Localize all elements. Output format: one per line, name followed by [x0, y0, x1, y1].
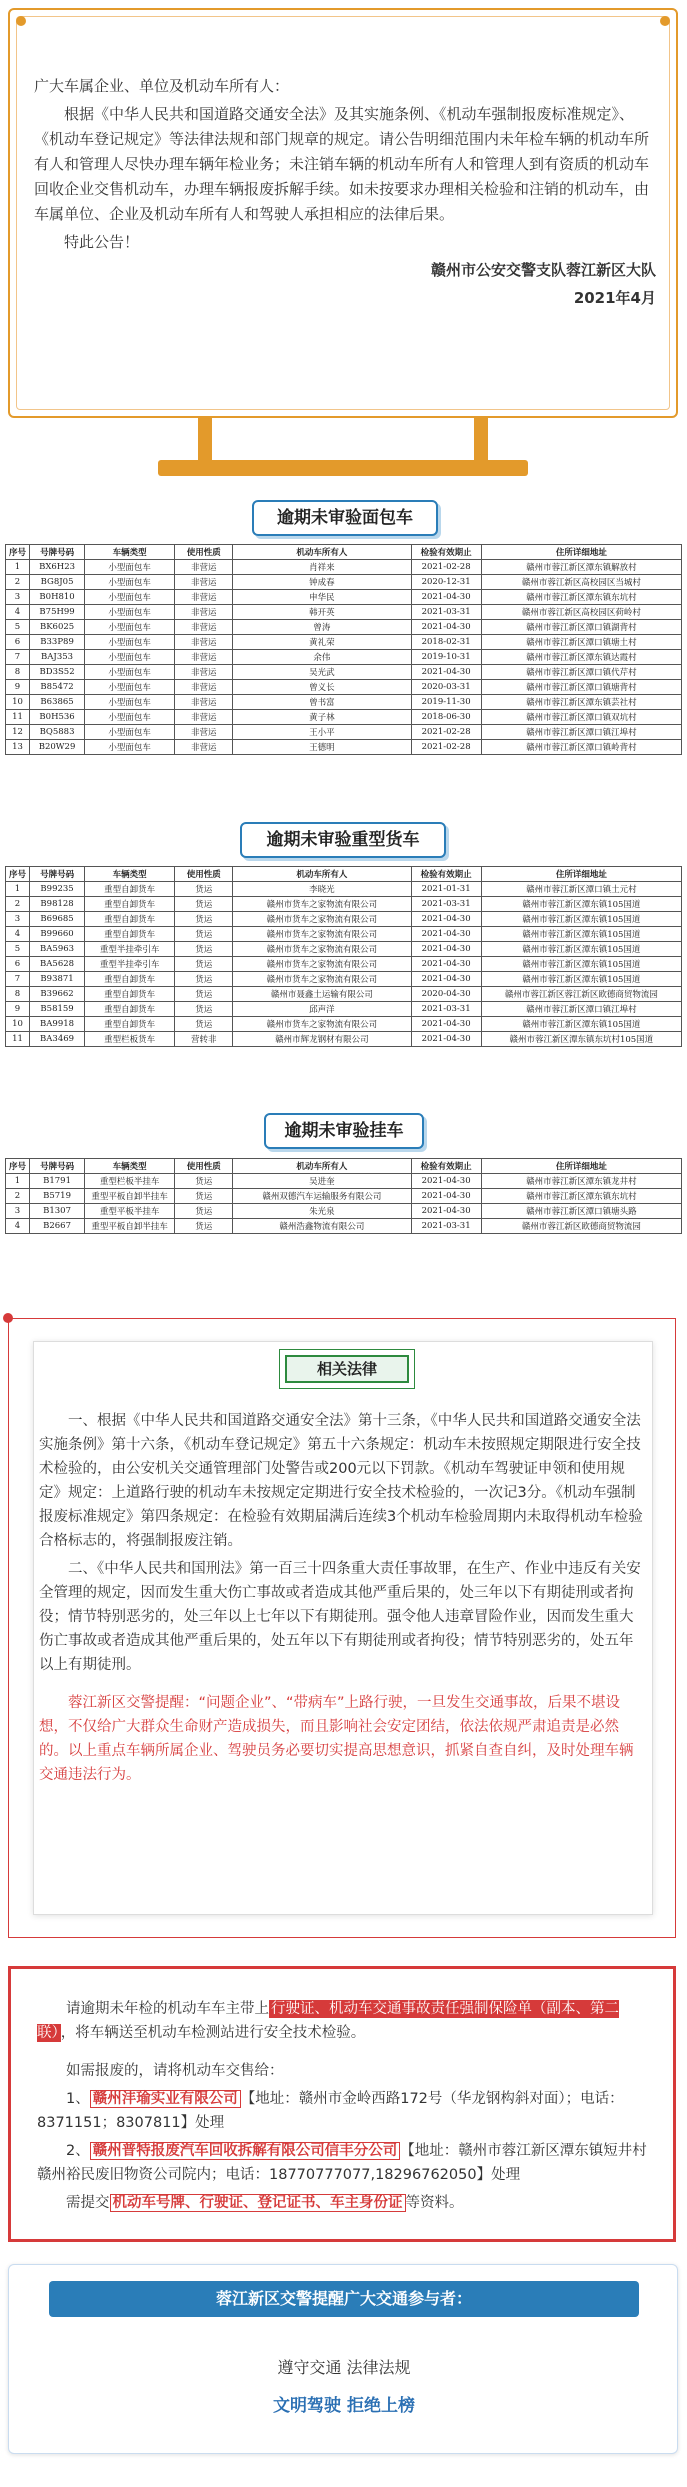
table-cell: 赣州市蓉江新区潭东镇105国道 — [481, 972, 681, 987]
instruction-box — [8, 1966, 676, 2242]
table-cell: 2021-04-30 — [411, 1017, 481, 1032]
table-row — [6, 1204, 682, 1219]
table-cell: 肖祥来 — [233, 560, 411, 575]
table-cell: 小型面包车 — [85, 680, 175, 695]
column-header: 使用性质 — [175, 545, 233, 560]
table-cell: 朱光泉 — [233, 1204, 411, 1219]
law-title-frame — [279, 1349, 415, 1389]
table-cell: 货运 — [175, 927, 233, 942]
rivet-icon — [16, 16, 26, 26]
table-cell: B75H99 — [30, 605, 85, 620]
table-cell: 货运 — [175, 1189, 233, 1204]
table-cell: 小型面包车 — [85, 605, 175, 620]
section-title-vans: 逾期未审验面包车 — [252, 500, 438, 536]
table-cell: 小型面包车 — [85, 560, 175, 575]
column-header: 住所详细地址 — [481, 867, 681, 882]
recycler-item-2 — [37, 2139, 647, 2187]
table-cell: 邱声洋 — [233, 1002, 411, 1017]
scrap-documents-highlight: 机动车号牌、行驶证、登记证书、车主身份证 — [110, 2194, 406, 2212]
table-cell: 重型自卸货车 — [85, 882, 175, 897]
table-row — [6, 972, 682, 987]
table-row — [6, 710, 682, 725]
table-cell: B5719 — [30, 1189, 85, 1204]
table-cell: 12 — [6, 725, 30, 740]
table-cell: B2667 — [30, 1219, 85, 1234]
table-cell: 重型自卸货车 — [85, 972, 175, 987]
table-cell: 重型自卸货车 — [85, 912, 175, 927]
table-cell: 3 — [6, 912, 30, 927]
table-cell: 重型半挂牵引车 — [85, 942, 175, 957]
table-cell: 货运 — [175, 897, 233, 912]
column-header: 住所详细地址 — [481, 1159, 681, 1174]
table-cell: 非营运 — [175, 740, 233, 755]
table-cell: 赣州市蓉江新区潭东镇芸社村 — [481, 695, 681, 710]
column-header: 序号 — [6, 545, 30, 560]
table-cell: 非营运 — [175, 650, 233, 665]
column-header: 机动车所有人 — [233, 867, 411, 882]
table-cell: 2021-04-30 — [411, 1174, 481, 1189]
instruction-text: ，将车辆送至机动车检测站进行安全技术检验。 — [60, 2025, 366, 2041]
footer-slogan-1: 遵守交通 法律法规 — [277, 2358, 411, 2377]
table-cell: 赣州市蓉江新区潭东镇东坑村 — [481, 1189, 681, 1204]
footer-card — [8, 2264, 678, 2454]
table-cell: 赣州市聂鑫土运输有限公司 — [233, 987, 411, 1002]
table-cell: 重型自卸货车 — [85, 1017, 175, 1032]
recycler-item-1 — [37, 2087, 647, 2135]
table-cell: 货运 — [175, 942, 233, 957]
recycler-detail-1: 【地址：赣州市金岭西路172号（华龙钢构斜对面）；电话：8371151；8307811】处理 — [37, 2091, 624, 2131]
table-cell: 9 — [6, 680, 30, 695]
table-cell: 非营运 — [175, 725, 233, 740]
law-paragraph-2: 二、《中华人民共和国刑法》第一百三十四条重大责任事故罪，在生产、作业中违反有关安全管理的规定，因而发生重大伤亡事故或者造成其他严重后果的，处三年以下有期徒刑或者拘役；情节特别恶劣的，处三年以上七年以下有期徒刑。强令他人违章冒险作业，因而发生重大伤亡事故或者造成其他严重后果的，处五年以下有期徒刑或者拘役；情节特别恶劣的，处五年以上有期徒刑。 — [39, 1561, 641, 1673]
table-cell: 2019-10-31 — [411, 650, 481, 665]
table-cell: 2021-01-31 — [411, 882, 481, 897]
column-header: 住所详细地址 — [481, 545, 681, 560]
table-cell: 重型自卸货车 — [85, 1002, 175, 1017]
table-header-row — [6, 545, 682, 560]
table-cell: 非营运 — [175, 665, 233, 680]
law-warning: 蓉江新区交警提醒：“问题企业”、“带病车”上路行驶，一旦发生交通事故，后果不堪设想，不仅给广大群众生命财产造成损失，而且影响社会安定团结，依法依规严肃追责是必然的。以上重点车辆所属企业、驾驶员务必要切实提高思想意识，抓紧自查自纠，及时处理车辆交通违法行为。 — [39, 1695, 634, 1783]
table-cell: 8 — [6, 665, 30, 680]
table-cell: BK6025 — [30, 620, 85, 635]
table-cell: 货运 — [175, 972, 233, 987]
table-cell: 6 — [6, 635, 30, 650]
table-cell: B58159 — [30, 1002, 85, 1017]
table-cell: 申华民 — [233, 590, 411, 605]
table-cell: 11 — [6, 1032, 30, 1047]
table-cell: 7 — [6, 972, 30, 987]
table-cell: 重型平板自卸半挂车 — [85, 1189, 175, 1204]
board-post — [198, 418, 212, 462]
table-cell: B98128 — [30, 897, 85, 912]
table-cell: 1 — [6, 560, 30, 575]
table-cell: 10 — [6, 695, 30, 710]
table-cell: 货运 — [175, 1174, 233, 1189]
table-cell: 赣州市蓉江新区潭口镇江埠村 — [481, 725, 681, 740]
table-cell: B1307 — [30, 1204, 85, 1219]
table-cell: 赣州市蓉江新区潭东镇105国道 — [481, 1017, 681, 1032]
table-cell: 赣州市蓉江新区潭东镇105国道 — [481, 957, 681, 972]
table-cell: 小型面包车 — [85, 740, 175, 755]
recycler-detail-2: 【地址：赣州市蓉江新区潭东镇短井村赣州裕民废旧物资公司院内；电话：18770777077,18296762050】处理 — [37, 2143, 647, 2183]
table-cell: 2020-12-31 — [411, 575, 481, 590]
notice-signer: 赣州市公安交警支队蓉江新区大队 — [430, 261, 656, 279]
table-cell: 曾书富 — [233, 695, 411, 710]
item-number: 2、 — [66, 2143, 90, 2159]
instruction-paragraph-1 — [37, 1997, 647, 2045]
table-cell: 货运 — [175, 1017, 233, 1032]
table-overdue-vans — [5, 544, 682, 755]
table-cell: 1 — [6, 1174, 30, 1189]
table-cell: 重型自卸货车 — [85, 927, 175, 942]
table-cell: 货运 — [175, 1002, 233, 1017]
table-cell: BD3S52 — [30, 665, 85, 680]
table-cell: 4 — [6, 1219, 30, 1234]
table-cell: 赣州市货车之家物流有限公司 — [233, 942, 411, 957]
table-cell: 非营运 — [175, 695, 233, 710]
table-cell: 重型平板自卸半挂车 — [85, 1219, 175, 1234]
column-header: 序号 — [6, 1159, 30, 1174]
table-cell: 8 — [6, 987, 30, 1002]
table-row — [6, 665, 682, 680]
table-row — [6, 987, 682, 1002]
table-cell: BA9918 — [30, 1017, 85, 1032]
column-header: 使用性质 — [175, 1159, 233, 1174]
table-row — [6, 957, 682, 972]
table-cell: 13 — [6, 740, 30, 755]
table-cell: 小型面包车 — [85, 665, 175, 680]
table-cell: 小型面包车 — [85, 620, 175, 635]
table-cell: 赣州市货车之家物流有限公司 — [233, 897, 411, 912]
table-cell: 赣州市蓉江新区潭东镇105国道 — [481, 897, 681, 912]
table-cell: 2021-04-30 — [411, 665, 481, 680]
table-cell: 重型栏板货车 — [85, 1032, 175, 1047]
notice-salutation: 广大车属企业、单位及机动车所有人： — [34, 77, 290, 95]
table-cell: BX6H23 — [30, 560, 85, 575]
board-post — [474, 418, 488, 462]
table-cell: 赣州市蓉江新区潭口镇土元村 — [481, 882, 681, 897]
table-cell: 赣州市蓉江新区高校园区荷岭村 — [481, 605, 681, 620]
table-cell: 赣州市蓉江新区潭东镇龙井村 — [481, 1174, 681, 1189]
table-cell: 非营运 — [175, 710, 233, 725]
table-cell: 5 — [6, 942, 30, 957]
table-row — [6, 1219, 682, 1234]
table-cell: B69685 — [30, 912, 85, 927]
table-cell: B0H536 — [30, 710, 85, 725]
table-cell: 吴光武 — [233, 665, 411, 680]
notice-board — [8, 8, 678, 478]
table-cell: B99660 — [30, 927, 85, 942]
table-cell: 赣州市蓉江新区潭口镇双坑村 — [481, 710, 681, 725]
table-cell: 黄礼荣 — [233, 635, 411, 650]
table-cell: 7 — [6, 650, 30, 665]
table-cell: 王德明 — [233, 740, 411, 755]
table-cell: 赣州市货车之家物流有限公司 — [233, 1017, 411, 1032]
table-cell: 2 — [6, 897, 30, 912]
table-cell: 王小平 — [233, 725, 411, 740]
table-row — [6, 942, 682, 957]
footer-heading: 蓉江新区交警提醒广大交通参与者： — [49, 2281, 639, 2317]
table-cell: 9 — [6, 1002, 30, 1017]
instruction-paragraph-2: 如需报废的，请将机动车交售给： — [66, 2063, 284, 2079]
table-cell: 赣州市蓉江新区潭东镇东坑村 — [481, 590, 681, 605]
table-cell: 2021-04-30 — [411, 1189, 481, 1204]
table-cell: B93871 — [30, 972, 85, 987]
table-header-row — [6, 867, 682, 882]
table-cell: 2021-03-31 — [411, 1002, 481, 1017]
table-cell: 货运 — [175, 882, 233, 897]
table-cell: 5 — [6, 620, 30, 635]
table-cell: BQ5883 — [30, 725, 85, 740]
table-row — [6, 897, 682, 912]
table-cell: 赣州双德汽车运输服务有限公司 — [233, 1189, 411, 1204]
table-cell: BA5628 — [30, 957, 85, 972]
table-cell: 4 — [6, 927, 30, 942]
table-cell: 2019-11-30 — [411, 695, 481, 710]
table-cell: 小型面包车 — [85, 635, 175, 650]
table-cell: 2021-03-31 — [411, 1219, 481, 1234]
table-row — [6, 1174, 682, 1189]
table-cell: 2018-02-31 — [411, 635, 481, 650]
table-cell: 2021-02-28 — [411, 560, 481, 575]
table-cell: 2021-04-30 — [411, 1204, 481, 1219]
table-cell: 非营运 — [175, 680, 233, 695]
table-cell: 11 — [6, 710, 30, 725]
table-cell: 非营运 — [175, 635, 233, 650]
table-cell: 2 — [6, 575, 30, 590]
table-cell: B39662 — [30, 987, 85, 1002]
column-header: 检验有效期止 — [411, 545, 481, 560]
table-cell: 赣州市货车之家物流有限公司 — [233, 927, 411, 942]
table-cell: 2021-02-28 — [411, 740, 481, 755]
table-cell: 小型面包车 — [85, 575, 175, 590]
recycler-name-1: 赣州沣瑜实业有限公司 — [90, 2090, 241, 2108]
table-header-row — [6, 1159, 682, 1174]
table-row — [6, 560, 682, 575]
table-cell: 重型自卸货车 — [85, 897, 175, 912]
table-cell: 曾义长 — [233, 680, 411, 695]
table-cell: 赣州市蓉江新区潭口镇塘头路 — [481, 1204, 681, 1219]
table-cell: 非营运 — [175, 560, 233, 575]
table-cell: 非营运 — [175, 575, 233, 590]
table-cell: 黄子林 — [233, 710, 411, 725]
column-header: 检验有效期止 — [411, 1159, 481, 1174]
table-cell: 钟成春 — [233, 575, 411, 590]
table-row — [6, 635, 682, 650]
column-header: 车辆类型 — [85, 545, 175, 560]
table-cell: 赣州市蓉江新区潭口镇湖背村 — [481, 620, 681, 635]
table-cell: BA5963 — [30, 942, 85, 957]
table-cell: 2021-04-30 — [411, 942, 481, 957]
law-title: 相关法律 — [285, 1355, 409, 1383]
table-cell: 2021-03-31 — [411, 897, 481, 912]
table-row — [6, 725, 682, 740]
table-cell: 营转非 — [175, 1032, 233, 1047]
table-cell: 2020-03-31 — [411, 680, 481, 695]
table-cell: 2021-04-30 — [411, 972, 481, 987]
table-cell: 2020-04-30 — [411, 987, 481, 1002]
table-cell: 3 — [6, 1204, 30, 1219]
table-row — [6, 605, 682, 620]
recycler-name-2: 赣州普特报废汽车回收拆解有限公司信丰分公司 — [90, 2142, 401, 2160]
table-cell: 2021-02-28 — [411, 725, 481, 740]
table-row — [6, 912, 682, 927]
table-cell: 非营运 — [175, 605, 233, 620]
table-cell: 赣州市蓉江新区潭东镇达霞村 — [481, 650, 681, 665]
table-row — [6, 927, 682, 942]
column-header: 车辆类型 — [85, 1159, 175, 1174]
table-cell: 赣州市货车之家物流有限公司 — [233, 972, 411, 987]
required-documents-highlight: 行驶证、机动车交通事故责任强制保险单（副本、第二联） — [37, 2001, 619, 2041]
table-cell: 重型栏板半挂车 — [85, 1174, 175, 1189]
table-cell: 赣州市蓉江新区潭东镇东坑村105国道 — [481, 1032, 681, 1047]
rivet-icon — [660, 16, 670, 26]
table-cell: 赣州市蓉江新区潭口镇塘背村 — [481, 680, 681, 695]
instruction-paragraph-3 — [37, 2191, 647, 2215]
table-cell: 小型面包车 — [85, 590, 175, 605]
law-paragraph-1: 一、根据《中华人民共和国道路交通安全法》第十三条，《中华人民共和国道路交通安全法实施条例》第十六条，《机动车登记规定》第五十六条规定：机动车未按照规定期限进行安全技术检验的，由公安机关交通管理部门处警告或200元以下罚款。《机动车驾驶证申领和使用规定》规定：上道路行驶的机动车未按规定定期进行安全技术检验的，一次记3分。《机动车强制报废标准规定》第四条规定：在检验有效期届满后连续3个机动车检验周期内未取得机动车检验合格标志的，将强制报废注销。 — [39, 1413, 643, 1549]
table-cell: 赣州市蓉江新区潭口镇岭背村 — [481, 740, 681, 755]
table-cell: 吴进奎 — [233, 1174, 411, 1189]
notice-closing: 特此公告！ — [64, 233, 140, 251]
table-row — [6, 650, 682, 665]
table-row — [6, 882, 682, 897]
table-cell: B0H810 — [30, 590, 85, 605]
table-cell: 小型面包车 — [85, 710, 175, 725]
table-cell: 小型面包车 — [85, 650, 175, 665]
table-cell: 赣州市货车之家物流有限公司 — [233, 957, 411, 972]
table-cell: B20W29 — [30, 740, 85, 755]
column-header: 车辆类型 — [85, 867, 175, 882]
table-cell: BG8J05 — [30, 575, 85, 590]
instruction-text: 等资料。 — [405, 2195, 464, 2211]
law-box — [8, 1318, 676, 1938]
column-header: 号牌号码 — [30, 545, 85, 560]
table-cell: 赣州市蓉江新区潭东镇105国道 — [481, 927, 681, 942]
item-number: 1、 — [66, 2091, 90, 2107]
table-overdue-trucks — [5, 866, 682, 1047]
column-header: 号牌号码 — [30, 1159, 85, 1174]
table-cell: 韩开英 — [233, 605, 411, 620]
table-cell: 赣州市蓉江新区潭东镇解放村 — [481, 560, 681, 575]
table-cell: 赣州市辉龙钢材有限公司 — [233, 1032, 411, 1047]
table-cell: 货运 — [175, 912, 233, 927]
table-cell: 10 — [6, 1017, 30, 1032]
table-row — [6, 620, 682, 635]
section-title-trailers: 逾期未审验挂车 — [264, 1113, 424, 1149]
table-row — [6, 695, 682, 710]
table-cell: 赣州市蓉江新区潭口镇塘土村 — [481, 635, 681, 650]
table-cell: 赣州市蓉江新区欧德商贸物流园 — [481, 1219, 681, 1234]
table-cell: 6 — [6, 957, 30, 972]
table-row — [6, 590, 682, 605]
table-cell: 2018-06-30 — [411, 710, 481, 725]
law-text — [39, 1409, 645, 1791]
table-cell: 赣州市蓉江新区潭口镇代芹村 — [481, 665, 681, 680]
table-cell: 曾涛 — [233, 620, 411, 635]
table-cell: 小型面包车 — [85, 725, 175, 740]
table-cell: BAJ353 — [30, 650, 85, 665]
column-header: 检验有效期止 — [411, 867, 481, 882]
table-cell: 赣州市蓉江新区潭东镇105国道 — [481, 912, 681, 927]
table-row — [6, 575, 682, 590]
instruction-text: 需提交 — [66, 2195, 110, 2211]
column-header: 号牌号码 — [30, 867, 85, 882]
instruction-text: 请逾期未年检的机动车车主带上 — [66, 2001, 269, 2017]
table-cell: 重型自卸货车 — [85, 987, 175, 1002]
table-cell: 赣州市蓉江新区高校园区当城村 — [481, 575, 681, 590]
table-cell: 李晓光 — [233, 882, 411, 897]
table-row — [6, 740, 682, 755]
notice-date: 2021年4月 — [573, 289, 656, 307]
table-cell: 赣州浩鑫物流有限公司 — [233, 1219, 411, 1234]
table-cell: 4 — [6, 605, 30, 620]
table-cell: B99235 — [30, 882, 85, 897]
table-cell: 重型平板半挂车 — [85, 1204, 175, 1219]
section-title-trucks: 逾期未审验重型货车 — [240, 822, 446, 858]
table-cell: 货运 — [175, 1219, 233, 1234]
column-header: 机动车所有人 — [233, 545, 411, 560]
table-row — [6, 1032, 682, 1047]
column-header: 机动车所有人 — [233, 1159, 411, 1174]
table-cell: 2021-04-30 — [411, 927, 481, 942]
table-cell: BA3469 — [30, 1032, 85, 1047]
table-cell: B1791 — [30, 1174, 85, 1189]
table-cell: 非营运 — [175, 620, 233, 635]
footer-slogan-2: 文明驾驶 拒绝上榜 — [273, 2396, 415, 2416]
notice-paragraph: 根据《中华人民共和国道路交通安全法》及其实施条例、《机动车强制报废标准规定》、《机动车登记规定》等法律法规和部门规章的规定。请公告明细范围内未年检车辆的机动车所有人和管理人尽快办理车辆年检业务；未注销车辆的机动车所有人和管理人到有资质的机动车回收企业交售机动车，办理车辆报废拆解手续。如未按要求办理相关检验和注销的机动车，由车属单位、企业及机动车所有人和驾驶人承担相应的法律后果。 — [34, 105, 650, 223]
table-cell: B63865 — [30, 695, 85, 710]
table-row — [6, 1189, 682, 1204]
table-cell: 2021-04-30 — [411, 590, 481, 605]
table-cell: 3 — [6, 590, 30, 605]
table-cell: B33P89 — [30, 635, 85, 650]
table-cell: 非营运 — [175, 590, 233, 605]
table-cell: 余伟 — [233, 650, 411, 665]
table-cell: 2021-04-30 — [411, 912, 481, 927]
table-row — [6, 1017, 682, 1032]
table-cell: 2021-03-31 — [411, 605, 481, 620]
column-header: 使用性质 — [175, 867, 233, 882]
table-cell: 货运 — [175, 987, 233, 1002]
table-overdue-trailers — [5, 1158, 682, 1234]
table-cell: 1 — [6, 882, 30, 897]
table-cell: 赣州市蓉江新区潭口镇江埠村 — [481, 1002, 681, 1017]
table-cell: 重型半挂牵引车 — [85, 957, 175, 972]
table-cell: 2021-04-30 — [411, 957, 481, 972]
notice-text — [34, 74, 656, 314]
table-cell: 货运 — [175, 1204, 233, 1219]
table-cell: 2021-04-30 — [411, 1032, 481, 1047]
table-cell: 货运 — [175, 957, 233, 972]
table-cell: 赣州市蓉江新区潭东镇105国道 — [481, 942, 681, 957]
table-cell: B85472 — [30, 680, 85, 695]
table-cell: 2021-04-30 — [411, 620, 481, 635]
table-cell: 小型面包车 — [85, 695, 175, 710]
table-row — [6, 680, 682, 695]
table-cell: 赣州市蓉江新区蓉江新区欧德商贸物流园 — [481, 987, 681, 1002]
table-cell: 赣州市货车之家物流有限公司 — [233, 912, 411, 927]
table-cell: 2 — [6, 1189, 30, 1204]
column-header: 序号 — [6, 867, 30, 882]
table-row — [6, 1002, 682, 1017]
board-base — [158, 460, 528, 476]
